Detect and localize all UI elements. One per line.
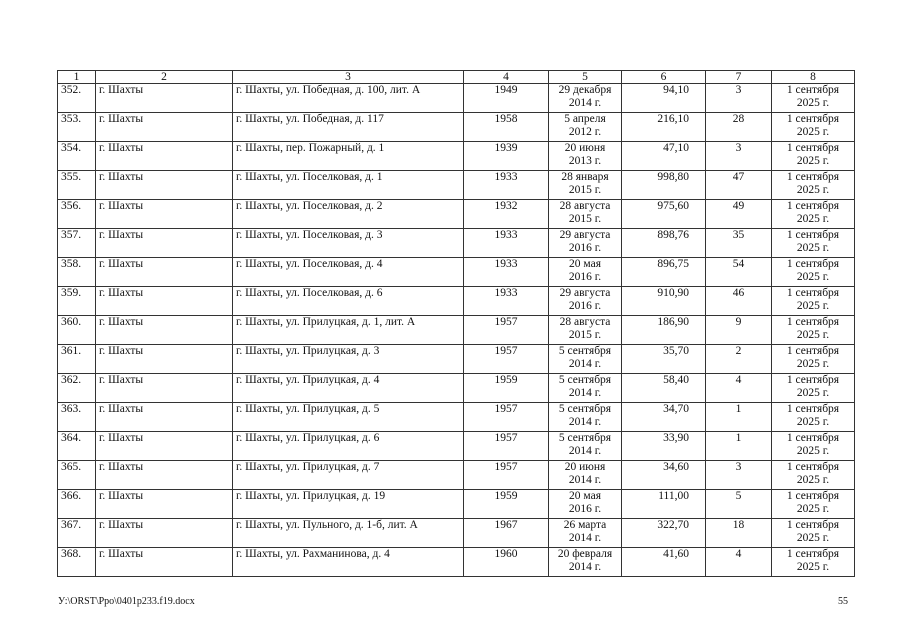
table-row [58,171,855,200]
city-cell: г. Шахты [96,84,233,113]
header-col-7: 7 [706,71,772,84]
deadline-line1: 1 сентября [786,461,840,473]
deadline-line2: 2025 г. [796,329,830,341]
year-cell: 1967 [464,519,549,548]
row-number-cell: 354. [58,142,96,171]
address-cell: г. Шахты, ул. Поселковая, д. 1 [233,171,464,200]
date-cell [549,316,622,345]
header-col-2: 2 [96,71,233,84]
deadline-cell [772,258,855,287]
date-line1: 28 января [561,171,609,183]
city-cell: г. Шахты [96,171,233,200]
date-line2: 2012 г. [568,126,602,138]
date-cell [549,519,622,548]
deadline-line2: 2025 г. [796,532,830,544]
address-cell: г. Шахты, ул. Прилуцкая, д. 3 [233,345,464,374]
row-number-cell: 360. [58,316,96,345]
year-cell: 1959 [464,374,549,403]
address-cell: г. Шахты, ул. Поселковая, д. 6 [233,287,464,316]
row-number-cell: 366. [58,490,96,519]
count-cell: 4 [706,374,772,403]
table-body [58,84,855,577]
deadline-cell [772,403,855,432]
deadline-line1: 1 сентября [786,519,840,531]
date-line2: 2014 г. [568,532,602,544]
date-line2: 2016 г. [568,271,602,283]
table-row [58,229,855,258]
area-cell: 975,60 [622,200,706,229]
page-number: 55 [838,596,848,607]
header-col-5: 5 [549,71,622,84]
deadline-line2: 2025 г. [796,474,830,486]
table-row [58,142,855,171]
table-row [58,519,855,548]
date-cell [549,548,622,577]
deadline-cell [772,316,855,345]
date-line2: 2014 г. [568,416,602,428]
date-line2: 2014 г. [568,97,602,109]
row-number-cell: 353. [58,113,96,142]
date-cell [549,345,622,374]
city-cell: г. Шахты [96,432,233,461]
area-cell: 216,10 [622,113,706,142]
date-line2: 2014 г. [568,445,602,457]
deadline-line2: 2025 г. [796,184,830,196]
table-row [58,113,855,142]
year-cell: 1939 [464,142,549,171]
area-cell: 34,60 [622,461,706,490]
date-line1: 29 декабря [558,84,612,96]
date-line1: 20 февраля [557,548,613,560]
date-line1: 20 мая [569,490,601,502]
deadline-line2: 2025 г. [796,213,830,225]
row-number-cell: 355. [58,171,96,200]
year-cell: 1933 [464,258,549,287]
city-cell: г. Шахты [96,316,233,345]
deadline-cell [772,113,855,142]
deadline-line2: 2025 г. [796,561,830,573]
year-cell: 1957 [464,461,549,490]
city-cell: г. Шахты [96,519,233,548]
deadline-line1: 1 сентября [786,432,840,444]
date-line1: 28 августа [559,200,611,212]
deadline-cell [772,142,855,171]
address-cell: г. Шахты, ул. Прилуцкая, д. 7 [233,461,464,490]
deadline-cell [772,229,855,258]
deadline-line2: 2025 г. [796,445,830,457]
year-cell: 1958 [464,113,549,142]
table-row [58,316,855,345]
table-row [58,345,855,374]
deadline-line1: 1 сентября [786,229,840,241]
deadline-line2: 2025 г. [796,358,830,370]
city-cell: г. Шахты [96,403,233,432]
date-line1: 26 марта [563,519,607,531]
date-line2: 2015 г. [568,329,602,341]
city-cell: г. Шахты [96,258,233,287]
row-number-cell: 352. [58,84,96,113]
area-cell: 322,70 [622,519,706,548]
city-cell: г. Шахты [96,200,233,229]
year-cell: 1957 [464,403,549,432]
count-cell: 4 [706,548,772,577]
deadline-line2: 2025 г. [796,416,830,428]
table-row [58,287,855,316]
date-cell [549,432,622,461]
deadline-cell [772,461,855,490]
city-cell: г. Шахты [96,113,233,142]
row-number-cell: 367. [58,519,96,548]
count-cell: 18 [706,519,772,548]
count-cell: 1 [706,432,772,461]
count-cell: 1 [706,403,772,432]
date-cell [549,84,622,113]
count-cell: 2 [706,345,772,374]
header-col-1: 1 [58,71,96,84]
row-number-cell: 362. [58,374,96,403]
date-cell [549,403,622,432]
area-cell: 94,10 [622,84,706,113]
footer-file-path: У:\ORST\Ppo\0401p233.f19.docx [58,596,195,607]
date-line2: 2016 г. [568,242,602,254]
address-cell: г. Шахты, ул. Поселковая, д. 2 [233,200,464,229]
date-line1: 29 августа [559,287,611,299]
address-cell: г. Шахты, ул. Поселковая, д. 3 [233,229,464,258]
deadline-line1: 1 сентября [786,548,840,560]
area-cell: 910,90 [622,287,706,316]
area-cell: 58,40 [622,374,706,403]
year-cell: 1949 [464,84,549,113]
table-row [58,84,855,113]
date-cell [549,490,622,519]
header-row [58,71,855,84]
count-cell: 3 [706,84,772,113]
deadline-cell [772,548,855,577]
date-line1: 5 сентября [558,432,612,444]
table-header [58,71,855,84]
area-cell: 898,76 [622,229,706,258]
count-cell: 3 [706,461,772,490]
deadline-line2: 2025 г. [796,387,830,399]
count-cell: 46 [706,287,772,316]
area-cell: 41,60 [622,548,706,577]
deadline-line1: 1 сентября [786,142,840,154]
area-cell: 998,80 [622,171,706,200]
area-cell: 33,90 [622,432,706,461]
deadline-line1: 1 сентября [786,84,840,96]
deadline-line2: 2025 г. [796,155,830,167]
area-cell: 896,75 [622,258,706,287]
year-cell: 1933 [464,287,549,316]
table-row [58,490,855,519]
deadline-cell [772,490,855,519]
count-cell: 54 [706,258,772,287]
deadline-line1: 1 сентября [786,171,840,183]
deadline-line1: 1 сентября [786,374,840,386]
date-line2: 2014 г. [568,561,602,573]
area-cell: 47,10 [622,142,706,171]
deadline-cell [772,345,855,374]
deadline-line1: 1 сентября [786,316,840,328]
address-cell: г. Шахты, пер. Пожарный, д. 1 [233,142,464,171]
count-cell: 35 [706,229,772,258]
table-row [58,403,855,432]
table-row [58,461,855,490]
city-cell: г. Шахты [96,142,233,171]
date-cell [549,374,622,403]
count-cell: 5 [706,490,772,519]
city-cell: г. Шахты [96,229,233,258]
date-line2: 2015 г. [568,184,602,196]
row-number-cell: 361. [58,345,96,374]
deadline-line1: 1 сентября [786,200,840,212]
area-cell: 111,00 [622,490,706,519]
deadline-cell [772,84,855,113]
address-cell: г. Шахты, ул. Прилуцкая, д. 19 [233,490,464,519]
year-cell: 1932 [464,200,549,229]
row-number-cell: 368. [58,548,96,577]
area-cell: 35,70 [622,345,706,374]
date-line1: 5 сентября [558,345,612,357]
date-cell [549,287,622,316]
deadline-line1: 1 сентября [786,113,840,125]
date-line2: 2014 г. [568,474,602,486]
deadline-cell [772,374,855,403]
year-cell: 1957 [464,345,549,374]
row-number-cell: 358. [58,258,96,287]
table-row [58,548,855,577]
address-cell: г. Шахты, ул. Поселковая, д. 4 [233,258,464,287]
date-line1: 5 сентября [558,403,612,415]
date-line1: 20 июня [564,461,606,473]
date-line2: 2016 г. [568,503,602,515]
city-cell: г. Шахты [96,490,233,519]
deadline-line2: 2025 г. [796,126,830,138]
deadline-line2: 2025 г. [796,242,830,254]
date-cell [549,258,622,287]
row-number-cell: 363. [58,403,96,432]
table-row [58,374,855,403]
table-row [58,258,855,287]
date-line1: 20 июня [564,142,606,154]
city-cell: г. Шахты [96,287,233,316]
deadline-line2: 2025 г. [796,97,830,109]
date-line2: 2014 г. [568,358,602,370]
area-cell: 34,70 [622,403,706,432]
row-number-cell: 357. [58,229,96,258]
year-cell: 1959 [464,490,549,519]
row-number-cell: 364. [58,432,96,461]
deadline-line1: 1 сентября [786,258,840,270]
count-cell: 47 [706,171,772,200]
row-number-cell: 365. [58,461,96,490]
date-cell [549,200,622,229]
header-col-8: 8 [772,71,855,84]
row-number-cell: 359. [58,287,96,316]
address-cell: г. Шахты, ул. Пульного, д. 1-б, лит. А [233,519,464,548]
header-col-4: 4 [464,71,549,84]
address-cell: г. Шахты, ул. Победная, д. 100, лит. А [233,84,464,113]
date-line1: 5 сентября [558,374,612,386]
header-col-6: 6 [622,71,706,84]
date-line1: 20 мая [569,258,601,270]
address-cell: г. Шахты, ул. Прилуцкая, д. 1, лит. А [233,316,464,345]
city-cell: г. Шахты [96,548,233,577]
date-cell [549,461,622,490]
date-line2: 2016 г. [568,300,602,312]
year-cell: 1957 [464,432,549,461]
address-cell: г. Шахты, ул. Прилуцкая, д. 6 [233,432,464,461]
data-table [57,70,855,577]
date-line2: 2015 г. [568,213,602,225]
date-line2: 2013 г. [568,155,602,167]
count-cell: 49 [706,200,772,229]
table-row [58,200,855,229]
deadline-cell [772,432,855,461]
count-cell: 9 [706,316,772,345]
deadline-line1: 1 сентября [786,403,840,415]
date-cell [549,171,622,200]
address-cell: г. Шахты, ул. Рахманинова, д. 4 [233,548,464,577]
address-cell: г. Шахты, ул. Прилуцкая, д. 4 [233,374,464,403]
header-col-3: 3 [233,71,464,84]
deadline-line2: 2025 г. [796,300,830,312]
date-cell [549,229,622,258]
row-number-cell: 356. [58,200,96,229]
year-cell: 1960 [464,548,549,577]
deadline-cell [772,519,855,548]
year-cell: 1933 [464,171,549,200]
date-cell [549,142,622,171]
deadline-cell [772,200,855,229]
count-cell: 3 [706,142,772,171]
date-line2: 2014 г. [568,387,602,399]
city-cell: г. Шахты [96,461,233,490]
year-cell: 1957 [464,316,549,345]
deadline-line2: 2025 г. [796,271,830,283]
count-cell: 28 [706,113,772,142]
deadline-cell [772,171,855,200]
date-line1: 5 апреля [564,113,606,125]
date-cell [549,113,622,142]
address-cell: г. Шахты, ул. Победная, д. 117 [233,113,464,142]
city-cell: г. Шахты [96,374,233,403]
date-line1: 29 августа [559,229,611,241]
deadline-cell [772,287,855,316]
deadline-line1: 1 сентября [786,287,840,299]
address-cell: г. Шахты, ул. Прилуцкая, д. 5 [233,403,464,432]
area-cell: 186,90 [622,316,706,345]
date-line1: 28 августа [559,316,611,328]
table-row [58,432,855,461]
deadline-line1: 1 сентября [786,345,840,357]
year-cell: 1933 [464,229,549,258]
city-cell: г. Шахты [96,345,233,374]
deadline-line2: 2025 г. [796,503,830,515]
deadline-line1: 1 сентября [786,490,840,502]
